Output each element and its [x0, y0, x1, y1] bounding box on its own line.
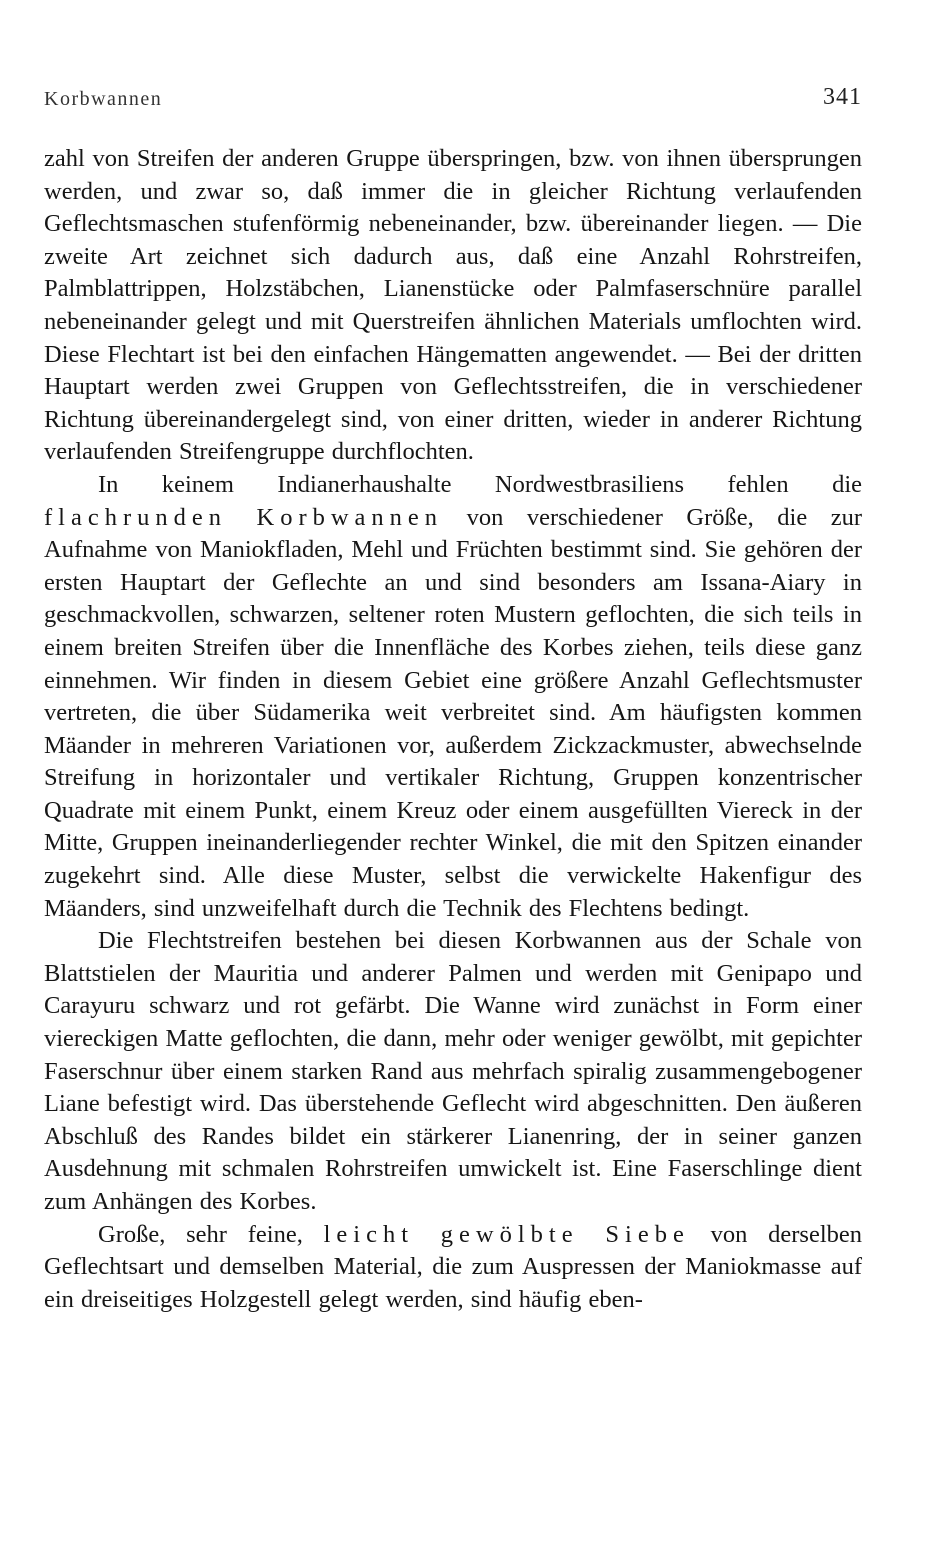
- paragraph-3-text: Die Flechtstreifen bestehen bei diesen Korbwannen aus der Schale von Blattstielen der Mauritia und anderer Palmen und werden mit Genipapo und Carayuru schwarz und rot gefärbt. Die Wanne wird zunächst in Form einer viereckigen Matte geflochten, die dann, mehr oder weniger gewölbt, mit gepichter Faserschnur über einem starken Rand aus mehrfach spiralig zusammengebogener Liane befestigt wird. Das überstehende Geflecht wird abgeschnitten. Den äußeren Abschluß des Randes bildet ein stärkerer Lianenring, der in seiner ganzen Ausdehnung mit schmalen Rohrstreifen umwickelt ist. Eine Faserschlinge dient zum Anhängen des Korbes.: [44, 927, 862, 1215]
- running-title: Korbwannen: [44, 88, 163, 110]
- paragraph-4-spaced-term: leicht gewölbte Siebe: [323, 1220, 690, 1248]
- paragraph-2-text: von verschiedener Größe, die zur Aufnahme von Maniokfladen, Mehl und Früchten bestimmt sind. Sie gehören der ersten Hauptart der Geflechte an und sind besonders am Issana-Aiary in geschmackvollen, schwarzen, seltener roten Mustern geflochten, die sich teils in einem breiten Streifen über die Innenfläche des Korbes ziehen, teils diese ganz einnehmen. Wir finden in diesem Gebiet eine größere Anzahl Geflechtsmuster vertreten, die über Südamerika weit verbreitet sind. Am häufigsten kommen Mäander in mehreren Variationen vor, außerdem Zickzackmuster, abwechselnde Streifung in horizontaler und vertikaler Richtung, Gruppen konzentrischer Quadrate mit einem Punkt, einem Kreuz oder einem ausgefüllten Viereck in der Mitte, Gruppen ineinanderliegender rechter Winkel, die mit den Spitzen einander zugekehrt sind. Alle diese Muster, selbst die verwickelte Hakenfigur des Mäanders, sind unzweifelhaft durch die Technik des Flechtens bedingt.: [44, 503, 862, 922]
- paragraph-4: [44, 1219, 862, 1317]
- running-header: [44, 84, 862, 116]
- page-number: 341: [823, 84, 862, 110]
- paragraph-1-text: zahl von Streifen der anderen Gruppe überspringen, bzw. von ihnen übersprungen werden, und zwar so, daß immer die in gleicher Richtung verlaufenden Geflechtsmaschen stufenförmig nebeneinander, bzw. übereinander liegen. — Die zweite Art zeichnet sich dadurch aus, daß eine Anzahl Rohrstreifen, Palmblattrippen, Holzstäbchen, Lianenstücke oder Palmfaserschnüre parallel nebeneinander gelegt und mit Querstreifen ähnlichen Materials umflochten wird. Diese Flechtart ist bei den einfachen Hängematten angewendet. — Bei der dritten Hauptart werden zwei Gruppen von Geflechtsstreifen, die in verschiedener Richtung übereinandergelegt sind, von einer dritten, wieder in anderer Richtung verlaufenden Streifengruppe durchflochten.: [44, 145, 862, 466]
- paragraph-4-text: von derselben Geflechtsart und demselben Material, die zum Auspressen der Maniokmasse auf ein dreiseitiges Holzgestell gelegt werden, sind häufig eben-: [44, 1220, 863, 1313]
- paragraph-2-lead: In keinem Indianerhaushalte Nordwestbrasiliens fehlen die: [98, 470, 862, 498]
- paragraph-2: [44, 469, 862, 925]
- paragraph-3: [44, 925, 862, 1218]
- paragraph-1: [44, 143, 862, 469]
- paragraph-2-spaced-term: flachrunden Korbwannen: [44, 503, 444, 531]
- body-text: [44, 143, 862, 1316]
- paragraph-4-lead: Große, sehr feine,: [98, 1220, 324, 1248]
